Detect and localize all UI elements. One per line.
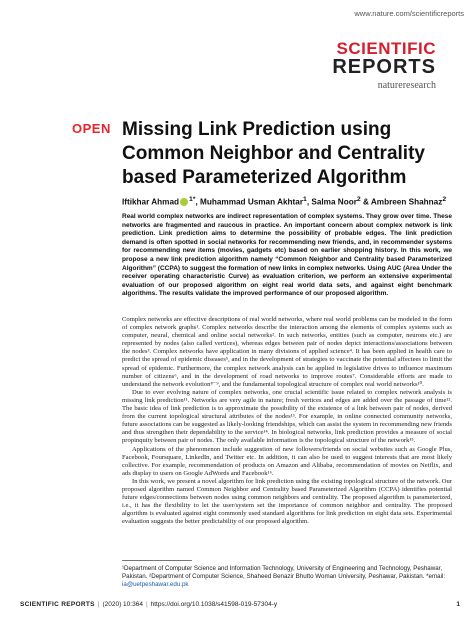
footer-separator: |: [97, 601, 100, 608]
author-affil-sup: 1: [303, 196, 307, 203]
author-name[interactable]: & Ambreen Shahnaz: [360, 197, 443, 207]
open-access-label: OPEN: [72, 121, 111, 136]
affiliations: [122, 565, 452, 590]
author-affil-sup: 2: [356, 196, 361, 203]
author-name[interactable]: Iftikhar Ahmad: [122, 197, 180, 207]
body-paragraph: Complex networks are effective descriptions of real world networks, where real world problems can be modeled in the form of complex network graphs¹. Complex networks describe the interaction among the elements of complex systems such as computer, neural, chemical and online social networks². In such networks, entities (such as computer, neurons etc.) are represented by nodes (also called vertices), whereas edges between pair of nodes depict interactions/associations between the nodes³. Complex networks have application in many divisions of applied science⁴. It has been applied in health care to predict the spread of epidemic diseases⁵, and in the development of strategies to vaccinate the potential affectees to limit the spread of epidemic. Furthermore, the complex network analysis can be applied in legislative drives to influence maximum number of citizens⁶, and in the development of road networks to improve routes⁷. Considerable efforts are made to understand the network evolution⁸⁻⁹, and the fundamental topological structure of complex real world networks¹⁰.: [122, 316, 452, 388]
logo-natureresearch: natureresearch: [377, 80, 436, 91]
footer-journal-name: SCIENTIFIC REPORTS: [20, 601, 95, 608]
abstract: [122, 213, 452, 299]
article-title: Missing Link Prediction using Common Neighbor and Centrality based Parameterized Algorithm: [122, 119, 425, 188]
footnote-divider: [122, 560, 192, 561]
author-affil-sup: 1*: [189, 196, 196, 203]
corresponding-email-link[interactable]: ia@uetpeshawar.edu.pk: [122, 581, 189, 589]
logo-scientific: SCIENTIFIC: [336, 39, 436, 58]
abstract-text: Real world complex networks are indirect representation of complex systems. They grow over time. These networks are fragmented and raucous in practice. An important concern about complex network is link prediction. Link prediction aims to determine the possibility of probable edges. The link prediction demand is often spotted in social networks for recommending new friends, and, in recommender systems for recommending new items (movies, gadgets etc) based on earlier shopping history. In this work, we propose a new link prediction algorithm namely “Common Neighbor and Centrality based Parameterized Algorithm” (CCPA) to suggest the formation of new links in complex networks. Using AUC (Area Under the receiver operating characteristic Curve) as evaluation criterion, we perform an extensive experimental evaluation of our proposed algorithm on eight real world data sets, and against eight benchmark algorithms. The results validate the improved performance of our proposed algorithm.: [122, 213, 452, 298]
article-body: [122, 316, 452, 526]
journal-url[interactable]: www.nature.com/scientificreports: [354, 9, 464, 18]
orcid-icon[interactable]: [180, 198, 188, 206]
affiliation-text: ¹Department of Computer Science and Information Technology, University of Engineering and Technology, Peshawar, Pakistan. ²Department of Computer Science, Shaheed Benazir Bhutto Woman University, Peshawar, Pakistan. *email:: [122, 565, 446, 581]
author-name[interactable]: , Salma Noor: [306, 197, 357, 207]
author-affil-sup: 2: [442, 196, 447, 203]
footer-separator: |: [145, 601, 148, 608]
author-list: [122, 196, 452, 207]
logo-reports: REPORTS: [332, 56, 436, 78]
body-paragraph: Due to ever evolving nature of complex networks, one crucial scientific issue related to complex network analysis is missing link prediction¹¹. Networks are very agile in nature; fresh vertices and edges are added over the passage of time¹². The basic idea of link prediction is to approximate the possibility of the existence of a link between pair of nodes, derived from the current topological structural attributes of the nodes¹³. For example, in online connected community networks, future associations can be suggested as likely-looking friendships, which can assist the system in recommending new friends and thus strengthen their dependability to the service¹⁴. In biological networks, link prediction provides a measure of social propinquity between pair of nodes. The only available information is the topological structure of the network¹⁵.: [122, 388, 452, 445]
page-number: 1: [456, 601, 460, 608]
footer-citation: (2020) 10:364: [102, 601, 143, 608]
page-footer: [20, 601, 460, 608]
author-name[interactable]: , Muhammad Usman Akhtar: [195, 197, 304, 207]
body-paragraph: Applications of the phenomenon include suggestion of new followers/friends on social websites such as Google Plus, Facebook, Foursquare, LinkedIn, and Twitter etc. In addition, it can also be used to suggest interests that are most likely collective. For example, recommendation of products on Amazon and Alibaba, recommendation of movies on Netflix, and ads display to users on Google AdWords and Facebook¹⁶.: [122, 445, 452, 477]
journal-logo: [332, 40, 436, 92]
body-paragraph: In this work, we present a novel algorithm for link prediction using the existing topological structure of the network. Our proposed algorithm named Common Neighbor and Centrality based Parameterized Algorithm (CCPA) identifies potential future edges/connections between nodes using common neighbors and centrality. The proposed algorithm is parameterized, i.e., it has the flexibility to let the user/system set the importance of common neighbor and centrality. The proposed algorithm is evaluated against eight commonly used standard algorithms for link prediction on eight data sets. Experimental evaluation suggests the better predictability of our proposed algorithm.: [122, 477, 452, 526]
footer-doi-link[interactable]: https://doi.org/10.1038/s41598-019-57304-y: [150, 601, 278, 608]
